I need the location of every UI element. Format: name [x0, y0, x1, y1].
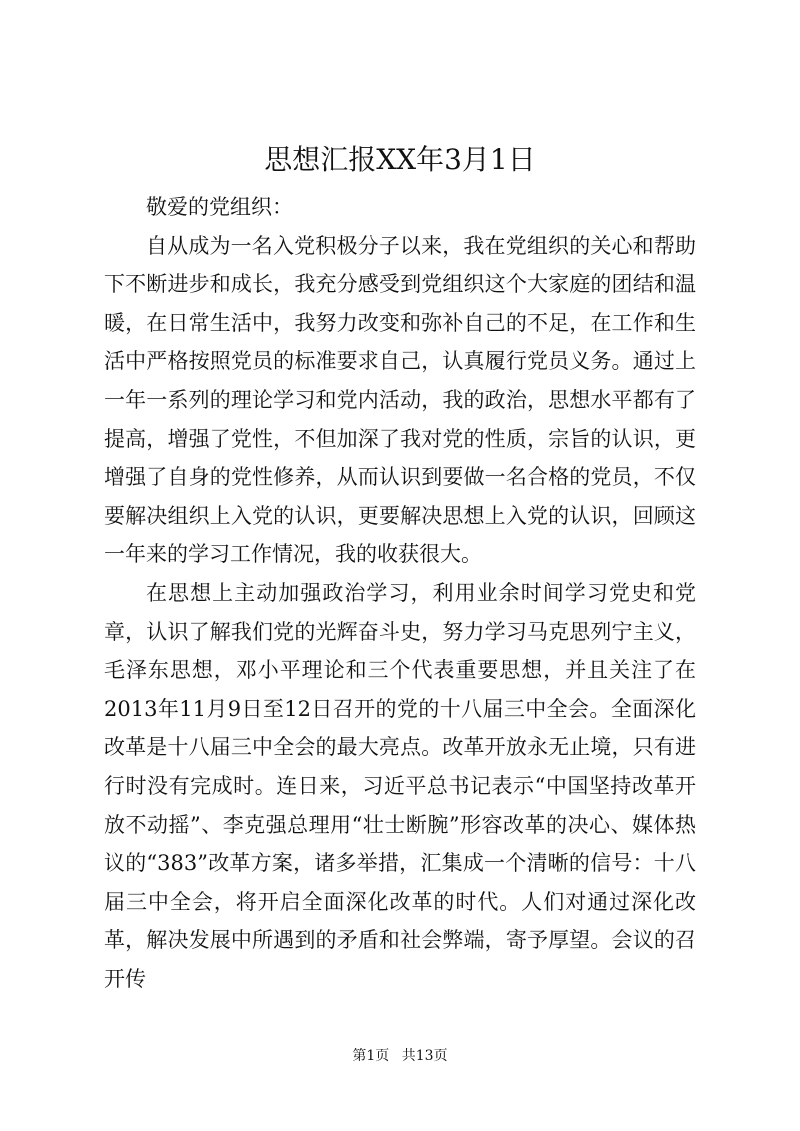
paragraph-2: 在思想上主动加强政治学习，利用业余时间学习党史和党章，认识了解我们党的光辉奋斗史，努力学习马克思列宁主义，毛泽东思想，邓小平理论和三个代表重要思想，并且关注了在2013年11月9日至12日召开的党的十八届三中全会。全面深化改革是十八届三中全会的最大亮点。改革开放永无止境，只有进行时没有完成时。连日来，习近平总书记表示“中国坚持改革开放不动摇”、李克强总理用“壮士断腕”形容改革的决心、媒体热议的“383”改革方案，诸多举措，汇集成一个清晰的信号：十八届三中全会，将开启全面深化改革的时代。人们对通过深化改革，解决发展中所遇到的矛盾和社会弊端，寄予厚望。会议的召开传: [104, 580, 696, 991]
paragraph-1: 自从成为一名入党积极分子以来，我在党组织的关心和帮助下不断进步和成长，我充分感受到党组织这个大家庭的团结和温暖，在日常生活中，我努力改变和弥补自己的不足，在工作和生活中严格按照党员的标准要求自己，认真履行党员义务。通过上一年一系列的理论学习和党内活动，我的政治，思想水平都有了提高，增强了党性，不但加深了我对党的性质，宗旨的认识，更增强了自身的党性修养，从而认识到要做一名合格的党员，不仅要解决组织上入党的认识，更要解决思想上入党的认识，回顾这一年来的学习工作情况，我的收获很大。: [104, 233, 696, 567]
total-page-count: 共13页: [401, 1048, 448, 1064]
page-footer: [0, 1046, 800, 1066]
document-body: [104, 188, 696, 998]
salutation: 敬爱的党组织：: [146, 195, 293, 219]
current-page-number: 第1页: [352, 1048, 390, 1064]
document-title: 思想汇报XX年3月1日: [264, 143, 536, 176]
